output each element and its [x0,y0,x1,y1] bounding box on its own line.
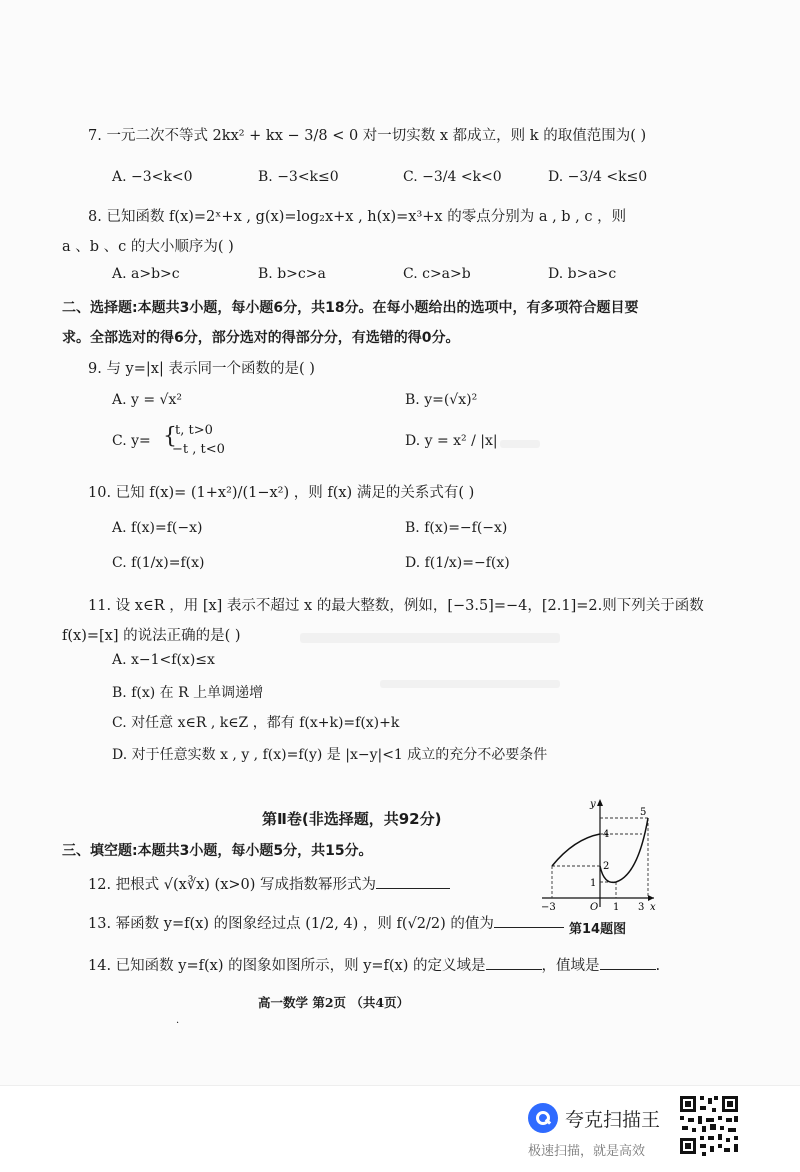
question-7-stem: 7. 一元二次不等式 2kx² + kx − 3/8 < 0 对一切实数 x 都成立，则 k 的取值范围为( ) [88,128,647,144]
question-12-text: 12. 把根式 √(x∛x) (x>0) 写成指数幂形式为 [88,877,377,893]
question-8-option-c: C. c>a>b [403,266,471,282]
question-9-option-d: D. y = x² / |x| [405,433,498,449]
answer-blank-domain [486,955,542,970]
question-10-option-a: A. f(x)=f(−x) [112,520,203,536]
y-tick-1: 1 [590,878,597,889]
curve-right [600,818,648,882]
x-tick-neg3: −3 [541,902,556,913]
question-11-option-c: C. 对任意 x∈R , k∈Z ，都有 f(x+k)=f(x)+k [112,715,400,731]
question-11-option-a: A. x−1<f(x)≤x [112,652,215,668]
question-7-option-d: D. −3/4 <k≤0 [548,169,648,185]
x-tick-1: 1 [613,902,620,913]
scan-smudge [380,680,560,688]
question-11-option-b: B. f(x) 在 R 上单调递增 [112,685,264,701]
scan-smudge [500,440,540,448]
figure-14-graph [530,795,660,915]
question-10-stem: 10. 已知 f(x)= (1+x²)/(1−x²) ，则 f(x) 满足的关系式有( ) [88,485,475,501]
stray-dot: · [176,1018,180,1029]
question-11-stem-line1: 11. 设 x∈R ，用 [x] 表示不超过 x 的最大整数，例如，[−3.5]=−4，[2.1]=2.则下列关于函数 [88,598,704,614]
brand-logo-icon [528,1103,558,1133]
y-tick-5: 5 [640,807,647,818]
question-11-stem-line2: f(x)=[x] 的说法正确的是( ) [62,628,241,644]
y-tick-4: 4 [603,829,610,840]
question-12-stem [88,873,450,894]
y-axis-label: y [590,799,596,810]
question-9-option-b: B. y=(√x)² [405,392,478,408]
answer-blank [494,913,564,928]
x-axis-arrow [648,895,654,901]
x-axis-label: x [650,902,656,913]
curve-left [552,834,600,866]
question-7-option-a: A. −3<k<0 [112,169,193,185]
question-13-stem [88,912,564,933]
question-14-stem [88,954,660,975]
question-8-option-d: D. b>a>c [548,266,617,282]
qr-code-icon [678,1094,740,1156]
answer-blank-range [600,955,656,970]
question-7-option-b: B. −3<k≤0 [258,169,339,185]
question-10-option-c: C. f(1/x)=f(x) [112,555,205,571]
x-tick-3: 3 [638,902,645,913]
question-7-option-c: C. −3/4 <k<0 [403,169,502,185]
question-14-text-1: 14. 已知函数 y=f(x) 的图象如图所示，则 y=f(x) 的定义域是 [88,958,486,974]
question-9-option-c-case1: t, t>0 [175,423,213,438]
scanner-brand-bar [0,1085,800,1172]
question-9-option-c-prefix: C. y= [112,433,151,449]
question-9-option-c-case2: −t , t<0 [172,442,225,457]
piecewise-brace: { [163,424,177,449]
question-9-stem: 9. 与 y=|x| 表示同一个函数的是( ) [88,361,315,377]
origin-label: O [590,902,599,913]
brand-slogan: 极速扫描，就是高效 [528,1144,646,1159]
question-8-stem-line1: 8. 已知函数 f(x)=2ˣ+x , g(x)=log₂x+x , h(x)=x³+x 的零点分别为 a , b , c ，则 [88,209,627,225]
question-13-text: 13. 幂函数 y=f(x) 的图象经过点 (1/2, 4) ，则 f(√2/2) 的值为 [88,916,494,932]
question-8-stem-line2: a 、b 、c 的大小顺序为( ) [62,239,234,255]
scan-smudge [300,633,560,643]
question-14-text-2: ，值域是 [541,958,600,974]
part-2-title: 第Ⅱ卷(非选择题，共92分) [262,810,442,828]
section-3-heading: 三、填空题:本题共3小题，每小题5分，共15分。 [62,843,373,859]
question-11-option-d: D. 对于任意实数 x , y , f(x)=f(y) 是 |x−y|<1 成立的充分不必要条件 [112,747,548,763]
answer-blank [376,874,450,889]
brand-name: 夸克扫描王 [565,1109,661,1131]
section-2-heading-line2: 求。全部选对的得6分，部分选对的得部分分，有选错的得0分。 [62,330,460,346]
question-8-option-a: A. a>b>c [112,266,180,282]
question-10-option-d: D. f(1/x)=−f(x) [405,555,510,571]
y-axis-arrow [597,799,603,806]
question-9-option-a: A. y = √x² [112,392,182,408]
question-8-option-b: B. b>c>a [258,266,326,282]
question-10-option-b: B. f(x)=−f(−x) [405,520,508,536]
y-tick-2: 2 [603,861,610,872]
question-14-text-end: . [655,958,661,974]
section-2-heading-line1: 二、选择题:本题共3小题，每小题6分，共18分。在每小题给出的选项中，有多项符合题目要 [62,300,639,316]
page-footer: 高一数学 第2页 （共4页） [258,995,410,1010]
figure-14-caption: 第14题图 [569,922,627,937]
